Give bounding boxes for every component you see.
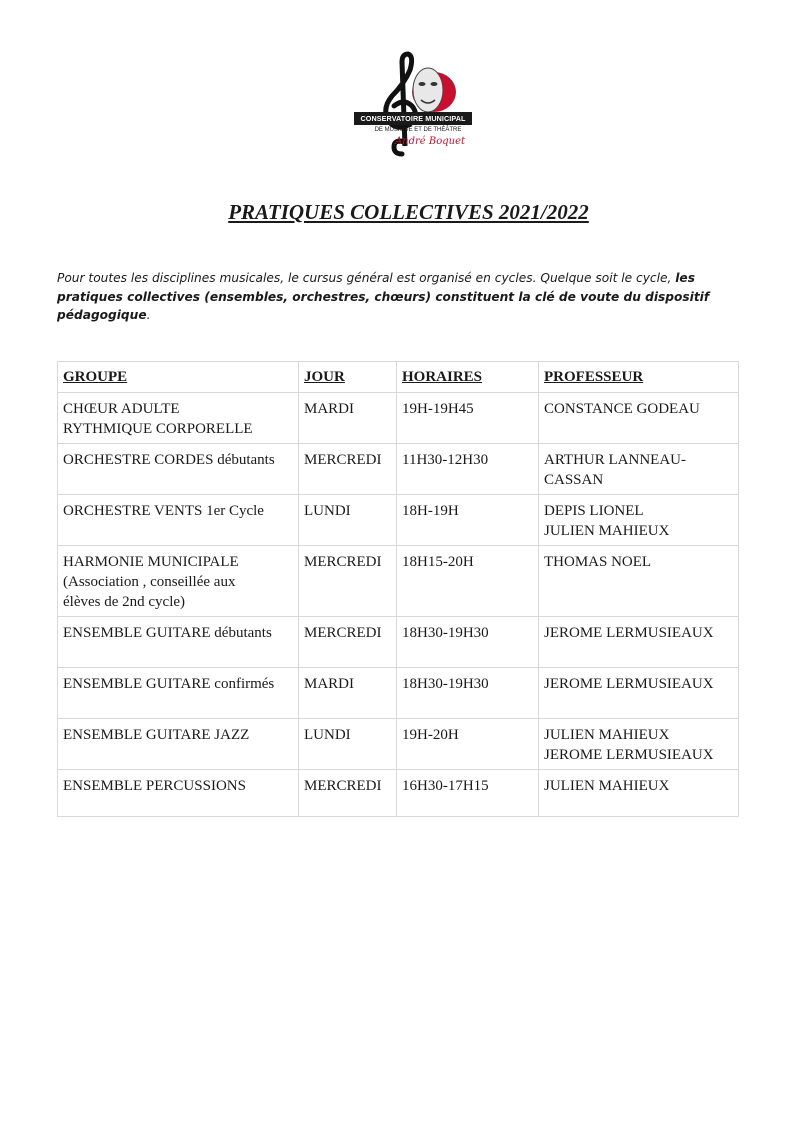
cell-groupe [58,444,299,495]
logo-signature: André Boquet [394,136,466,147]
table-row [58,719,739,770]
professeur-line: JULIEN MAHIEUX [544,727,670,743]
cell-horaires: 18H30-19H30 [397,668,539,719]
cell-groupe [58,719,299,770]
groupe-line: ENSEMBLE GUITARE débutants [63,625,272,641]
cell-jour: MARDI [299,668,397,719]
header-horaires: HORAIRES [397,362,539,393]
professeur-line: ARTHUR LANNEAU- [544,452,687,468]
table-row [58,617,739,668]
header-jour: JOUR [299,362,397,393]
cell-horaires: 18H15-20H [397,546,539,617]
professeur-line: CASSAN [544,472,604,488]
table-row [58,444,739,495]
professeur-line: DEPIS LIONEL [544,503,644,519]
logo-band-text: CONSERVATOIRE MUNICIPAL [354,112,472,125]
cell-jour: MERCREDI [299,546,397,617]
groupe-line: RYTHMIQUE CORPORELLE [63,421,253,437]
cell-groupe [58,393,299,444]
table-row [58,393,739,444]
groupe-line: HARMONIE MUNICIPALE [63,554,239,570]
cell-professeur [539,495,739,546]
cell-jour: MARDI [299,393,397,444]
intro-plain-text: Pour toutes les disciplines musicales, le cursus général est organisé en cycles. Quelque soit le cycle, [57,271,676,285]
cell-horaires: 18H30-19H30 [397,617,539,668]
page-title: PRATIQUES COLLECTIVES 2021/2022 [228,200,589,224]
cell-horaires: 16H30-17H15 [397,770,539,817]
cell-professeur [539,770,739,817]
schedule-table [57,361,739,817]
table-header-row [58,362,739,393]
header-professeur: PROFESSEUR [539,362,739,393]
groupe-line: ORCHESTRE VENTS 1er Cycle [63,503,264,519]
table-row [58,495,739,546]
logo-subtitle: DE MUSIQUE ET DE THÉÂTRE [374,127,462,133]
cell-jour: MERCREDI [299,770,397,817]
intro-end: . [146,308,151,322]
cell-groupe [58,495,299,546]
cell-horaires: 11H30-12H30 [397,444,539,495]
table-row [58,770,739,817]
groupe-line: élèves de 2nd cycle) [63,594,186,610]
conservatoire-logo [352,50,474,158]
professeur-line: JEROME LERMUSIEAUX [544,747,714,763]
groupe-line: ORCHESTRE CORDES débutants [63,452,275,468]
cell-horaires: 19H-19H45 [397,393,539,444]
header-groupe: GROUPE [58,362,299,393]
groupe-line: ENSEMBLE PERCUSSIONS [63,778,246,794]
cell-professeur [539,719,739,770]
cell-groupe [58,617,299,668]
cell-professeur [539,617,739,668]
cell-jour: LUNDI [299,719,397,770]
groupe-line: ENSEMBLE GUITARE confirmés [63,676,275,692]
cell-horaires: 18H-19H [397,495,539,546]
intro-bold-text: les pratiques collectives (ensembles, orchestres, chœurs) constituent la clé de voute du dispositif pédagogique [57,271,710,322]
groupe-line: CHŒUR ADULTE [63,401,180,417]
cell-jour: MERCREDI [299,617,397,668]
cell-jour: MERCREDI [299,444,397,495]
professeur-line: JULIEN MAHIEUX [544,523,670,539]
cell-groupe [58,668,299,719]
professeur-line: THOMAS NOEL [544,554,652,570]
cell-groupe [58,546,299,617]
cell-professeur [539,393,739,444]
cell-jour: LUNDI [299,495,397,546]
cell-horaires: 19H-20H [397,719,539,770]
groupe-line: ENSEMBLE GUITARE JAZZ [63,727,250,743]
table-row [58,546,739,617]
professeur-line: JEROME LERMUSIEAUX [544,676,714,692]
groupe-line: (Association , conseillée aux [63,574,236,590]
cell-professeur [539,444,739,495]
cell-professeur [539,546,739,617]
intro-paragraph [57,269,737,325]
cell-groupe [58,770,299,817]
professeur-line: CONSTANCE GODEAU [544,401,700,417]
professeur-line: JEROME LERMUSIEAUX [544,625,714,641]
professeur-line: JULIEN MAHIEUX [544,778,670,794]
table-row [58,668,739,719]
cell-professeur [539,668,739,719]
